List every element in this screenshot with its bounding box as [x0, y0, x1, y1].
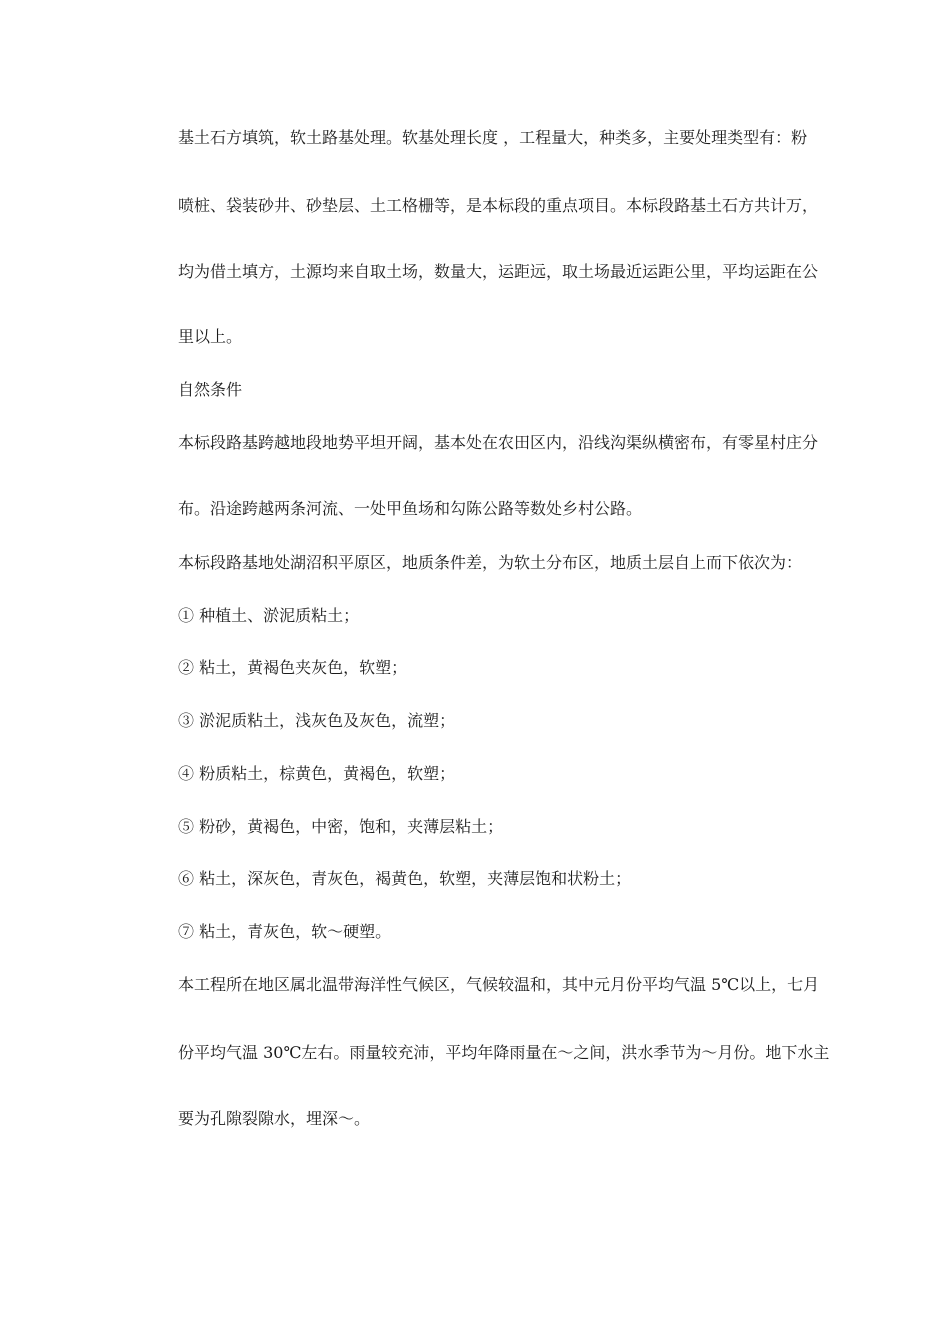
list-item: ⑤ 粉砂，黄褐色，中密，饱和，夹薄层粘土；: [178, 817, 504, 836]
list-item: ② 粘土，黄褐色夹灰色，软塑；: [178, 658, 408, 677]
paragraph-line: 喷桩、袋装砂井、砂垫层、土工格栅等，是本标段的重点项目。本标段路基土石方共计万，: [178, 196, 819, 215]
paragraph-line: 本标段路基跨越地段地势平坦开阔，基本处在农田区内，沿线沟渠纵横密布，有零星村庄分: [178, 433, 819, 452]
paragraph-line: 本标段路基地处湖沼积平原区，地质条件差，为软土分布区，地质土层自上而下依次为：: [178, 553, 803, 572]
paragraph-line: 里以上。: [178, 327, 243, 346]
list-item: ① 种植土、淤泥质粘土；: [178, 606, 360, 625]
list-item: ④ 粉质粘土，棕黄色，黄褐色，软塑；: [178, 764, 456, 783]
paragraph-line: 本工程所在地区属北温带海洋性气候区，气候较温和，其中元月份平均气温 5℃以上，七月: [178, 975, 820, 994]
paragraph-line: 基土石方填筑，软土路基处理。软基处理长度 ，工程量大，种类多，主要处理类型有：粉: [178, 128, 808, 147]
list-item: ③ 淤泥质粘土，浅灰色及灰色，流塑；: [178, 711, 456, 730]
paragraph-line: 布。沿途跨越两条河流、一处甲鱼场和勾陈公路等数处乡村公路。: [178, 499, 643, 518]
paragraph-line: 份平均气温 30℃左右。雨量较充沛，平均年降雨量在～之间，洪水季节为～月份。地下水主: [178, 1043, 830, 1062]
paragraph-line: 要为孔隙裂隙水，埋深～。: [178, 1109, 371, 1128]
section-heading: 自然条件: [178, 380, 243, 399]
paragraph-line: 均为借土填方，土源均来自取土场，数量大，运距远，取土场最近运距公里，平均运距在公: [178, 262, 819, 281]
list-item: ⑥ 粘土，深灰色，青灰色，褐黄色，软塑，夹薄层饱和状粉土；: [178, 869, 632, 888]
list-item: ⑦ 粘土，青灰色，软～硬塑。: [178, 922, 392, 941]
